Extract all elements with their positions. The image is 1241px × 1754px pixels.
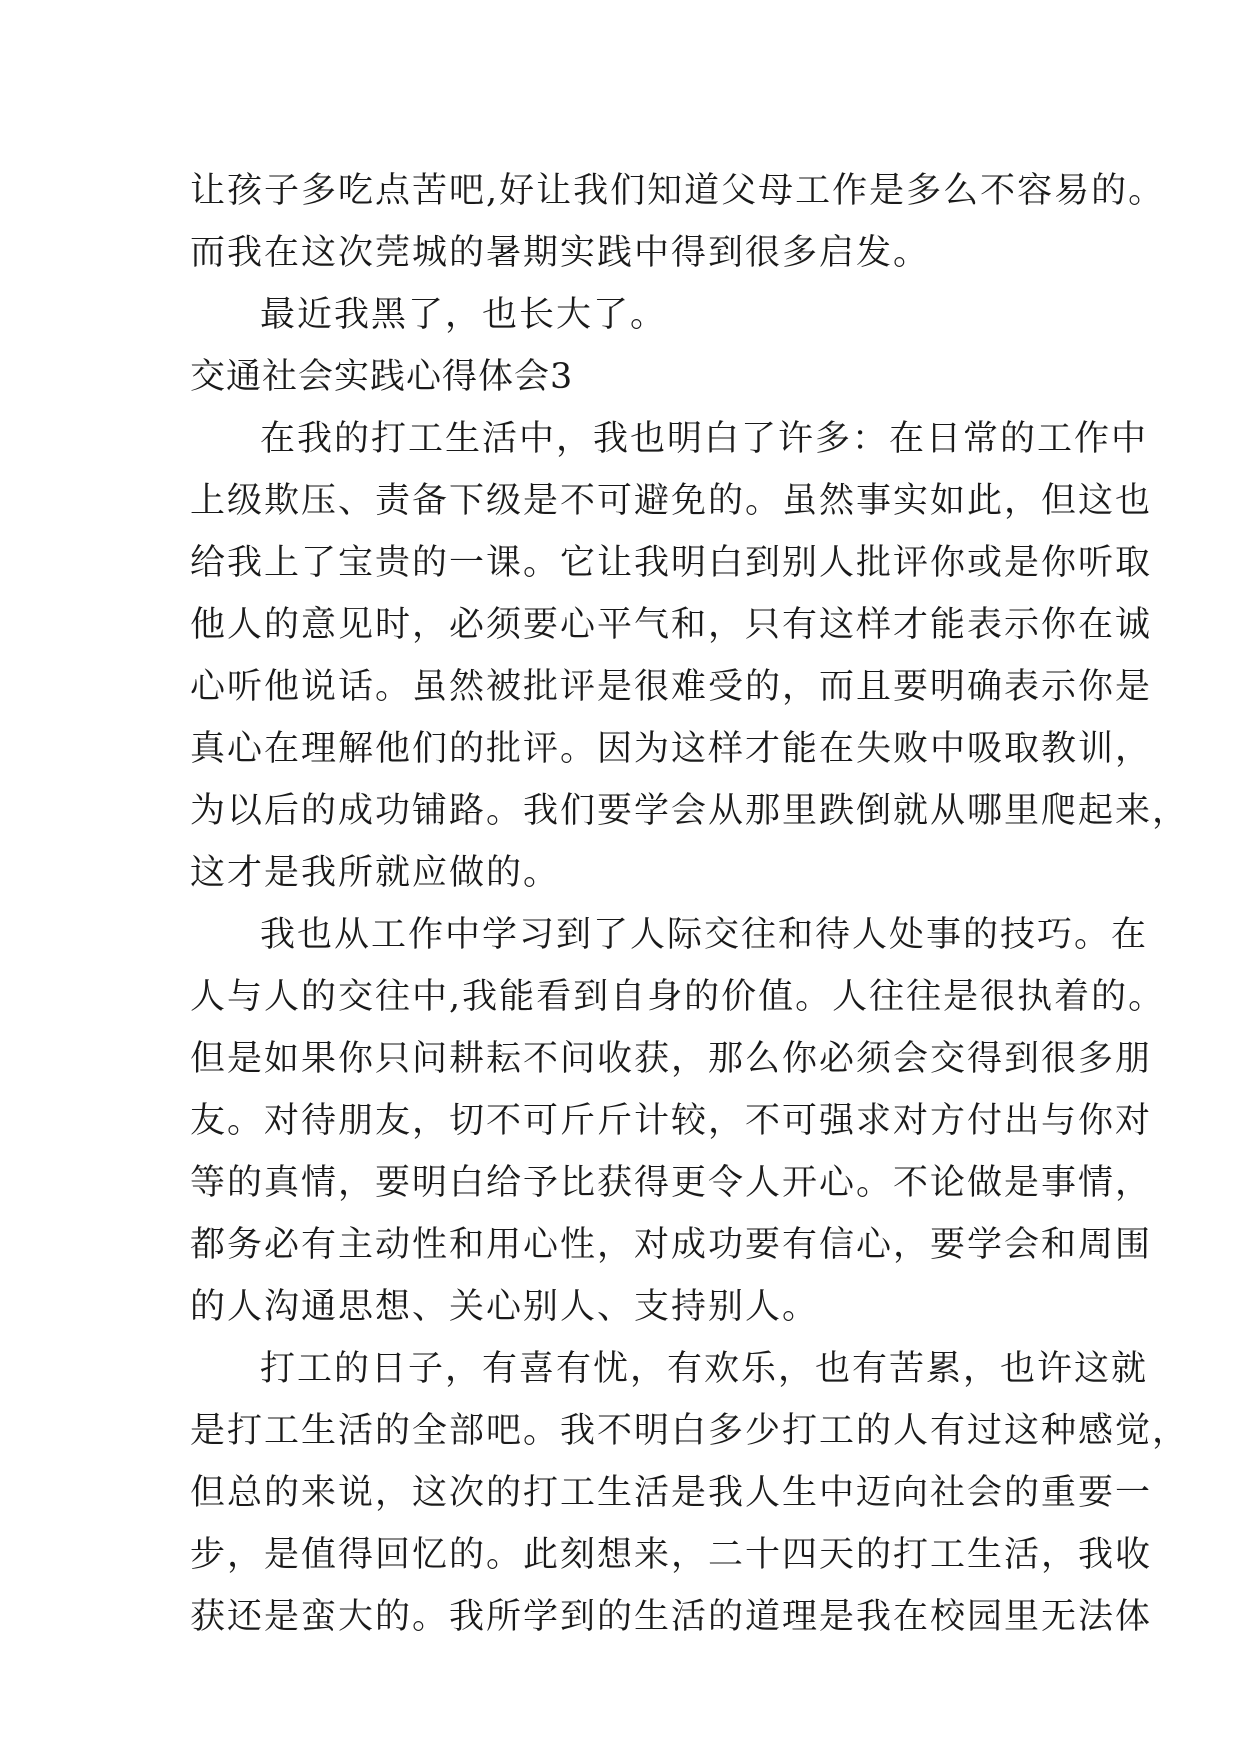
text-line: 在我的打工生活中，我也明白了许多：在日常的工作中 [260, 419, 1149, 459]
text-line: 我也从工作中学习到了人际交往和待人处事的技巧。在 [260, 915, 1149, 955]
text-line: 是打工生活的全部吧。我不明白多少打工的人有过这种感觉， [190, 1411, 1190, 1451]
document-body [190, 160, 1190, 1648]
text-line: 的人沟通思想、关心别人、支持别人。 [190, 1287, 820, 1327]
text-line: 但总的来说，这次的打工生活是我人生中迈向社会的重要一 [190, 1473, 1153, 1513]
text-line: 他人的意见时，必须要心平气和，只有这样才能表示你在诚 [190, 605, 1153, 645]
section-heading: 交通社会实践心得体会3 [190, 357, 574, 397]
text-line: 这才是我所就应做的。 [190, 853, 561, 893]
text-line: 步，是值得回忆的。此刻想来，二十四天的打工生活，我收 [190, 1535, 1153, 1575]
text-line: 为以后的成功铺路。我们要学会从那里跌倒就从哪里爬起来， [190, 791, 1190, 831]
text-line: 而我在这次莞城的暑期实践中得到很多启发。 [190, 233, 931, 273]
text-line: 最近我黑了，也长大了。 [260, 295, 668, 335]
text-line: 打工的日子，有喜有忧，有欢乐，也有苦累，也许这就 [260, 1349, 1149, 1389]
text-line: 真心在理解他们的批评。因为这样才能在失败中吸取教训， [190, 729, 1153, 769]
text-line: 让孩子多吃点苦吧,好让我们知道父母工作是多么不容易的。 [190, 171, 1166, 211]
text-line: 友。对待朋友，切不可斤斤计较，不可强求对方付出与你对 [190, 1101, 1153, 1141]
text-line: 等的真情，要明白给予比获得更令人开心。不论做是事情， [190, 1163, 1153, 1203]
text-line: 获还是蛮大的。我所学到的生活的道理是我在校园里无法体 [190, 1597, 1153, 1637]
text-line: 给我上了宝贵的一课。它让我明白到别人批评你或是你听取 [190, 543, 1153, 583]
text-line: 上级欺压、责备下级是不可避免的。虽然事实如此，但这也 [190, 481, 1153, 521]
text-line: 都务必有主动性和用心性，对成功要有信心，要学会和周围 [190, 1225, 1153, 1265]
text-line: 心听他说话。虽然被批评是很难受的，而且要明确表示你是 [190, 667, 1153, 707]
text-line: 但是如果你只问耕耘不问收获，那么你必须会交得到很多朋 [190, 1039, 1153, 1079]
text-line: 人与人的交往中,我能看到自身的价值。人往往是很执着的。 [190, 977, 1166, 1017]
